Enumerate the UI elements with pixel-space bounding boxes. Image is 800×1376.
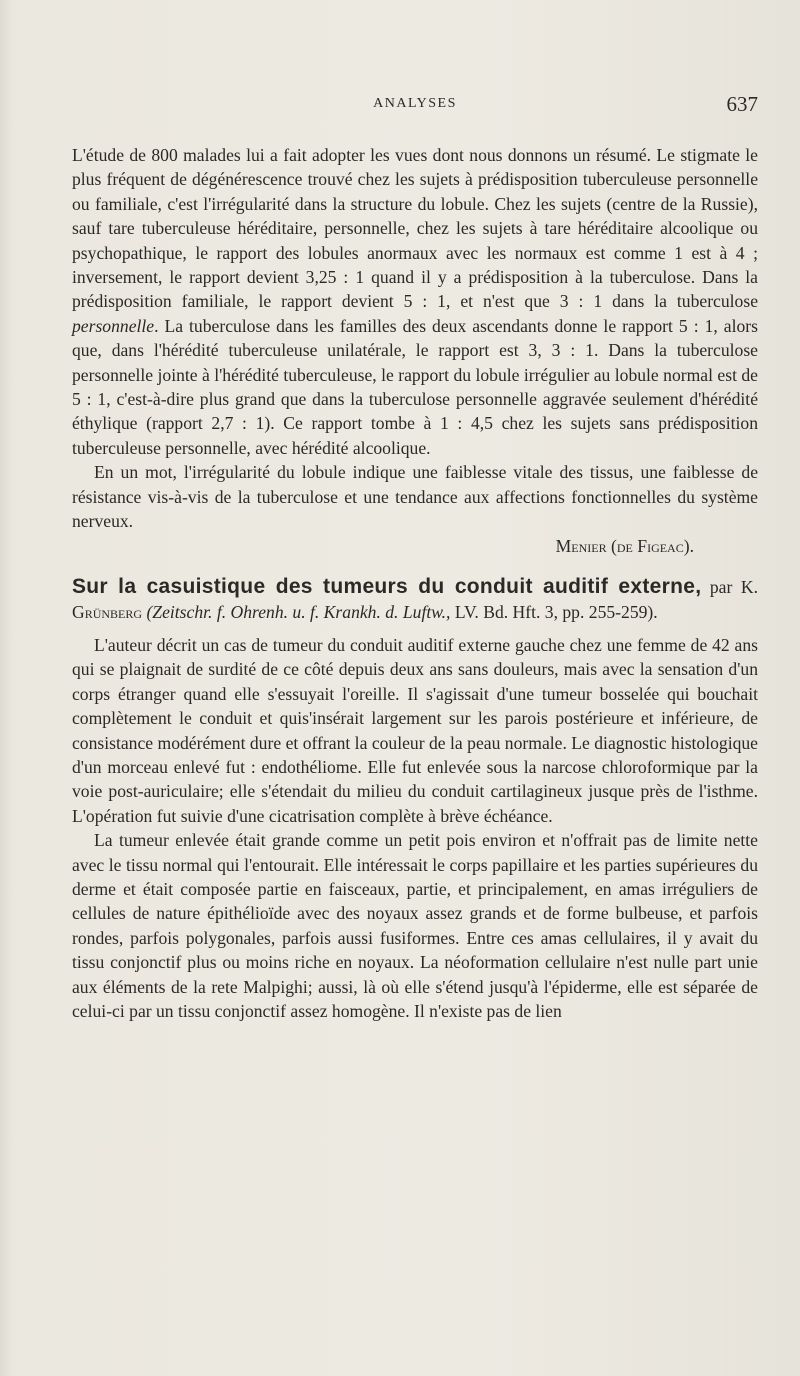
review-paragraph-1: L'étude de 800 malades lui a fait adopter les vues dont nous donnons un résumé. Le stigmate le plus fréquent de dégénérescence trouvé chez les sujets à prédisposition tuberculeuse personnelle ou familiale, c'est l'irrégularité dans la structure du lobule. Chez les sujets (centre de la Russie), sauf tare tuberculeuse héréditaire, personnelle, chez les sujets à tare héréditaire alcoolique ou psychopathique, le rapport des lobules anormaux avec les normaux est comme 1 est à 4 ; inversement, le rapport devient 3,25 : 1 quand il y a prédisposition à la tuberculose. Dans la prédisposition familiale, le rapport devient 5 : 1, et n'est que 3 : 1 dans la tuberculose personnelle. La tuberculose dans les familles des deux ascendants donne le rapport 5 : 1, alors que, dans l'hérédité tuberculeuse unilatérale, le rapport est 3, 3 : 1. Dans la tuberculose personnelle jointe à l'hérédité tuberculeuse, le rapport du lobule irrégulier au lobule normal est de 5 : 1, c'est-à-dire plus grand que dans la tuberculose personnelle aggravée seulement d'hérédité éthylique (rapport 2,7 : 1). Ce rapport tombe à 1 : 4,5 chez les sujets sans prédisposition tuberculeuse personnelle, avec hérédité alcoolique.: [72, 145, 758, 458]
page-number: 637: [726, 92, 758, 116]
running-head: ANALYSES: [373, 96, 457, 111]
review-paragraph-2: En un mot, l'irrégularité du lobule indique une faiblesse vitale des tissus, une faiblesse de résistance vis-à-vis de la tuberculose et une tendance aux affections fonctionnelles du système nerveux.: [72, 462, 758, 532]
article-title: Sur la casuistique des tumeurs du conduit auditif externe,: [72, 574, 702, 598]
article-body: [72, 633, 758, 1024]
article-paragraph-2: La tumeur enlevée était grande comme un petit pois environ et n'offrait pas de limite nette avec le tissu normal qui l'entourait. Elle intéressait le corps papillaire et les parties supérieures du derme et était composée partie en faisceaux, partie, et principalement, en amas irréguliers de cellules de nature épithélioïde avec des noyaux assez grands et de forme bulbeuse, et parfois rondes, parfois polygonales, parfois aussi fusiformes. Entre ces amas cellulaires, il y avait du tissu conjonctif plus ou moins riche en noyaux. La néoformation cellulaire n'est nulle part unie aux éléments de la rete Malpighi; aussi, là où elle s'étend jusqu'à l'épiderme, elle est séparée de celui-ci par un tissu conjonctif assez homogène. Il n'existe pas de lien: [72, 830, 758, 1021]
journal-name: (Zeitschr. f. Ohrenh. u. f. Krankh. d. Luftw.,: [146, 601, 451, 622]
reviewer-signature: Menier (de Figeac).: [555, 535, 694, 556]
page-header: [72, 92, 758, 122]
article-author: Grünberg: [72, 601, 143, 622]
article-heading: Sur la casuistique des tumeurs du conduit auditif externe, par K. Grünberg (Zeitschr. f. Ohrenh. u. f. Krankh. d. Luftw., LV. Bd. Hft. 3, pp. 255-259).: [72, 574, 758, 622]
page-content: [72, 143, 758, 1023]
article-paragraph-1: L'auteur décrit un cas de tumeur du conduit auditif externe gauche chez une femme de 42 ans qui se plaignait de surdité de ce côté depuis deux ans sans douleurs, mais avec la sensation d'un corps étranger quand elle s'essuyait l'oreille. Il s'agissait d'une tumeur bosselée qui bouchait complètement le conduit et quis'insérait largement sur les parois postérieure et inférieure, de consistance modérément dure et offrant la couleur de la peau normale. Le diagnostic histologique d'un morceau enlevé fut : endothéliome. Elle fut enlevée sous la narcose chloroformique par la voie post-auriculaire; elle s'étendait du milieu du conduit cartilagineux jusque près de l'isthme. L'opération fut suivie d'une cicatrisation complète à brève échéance.: [72, 634, 758, 826]
